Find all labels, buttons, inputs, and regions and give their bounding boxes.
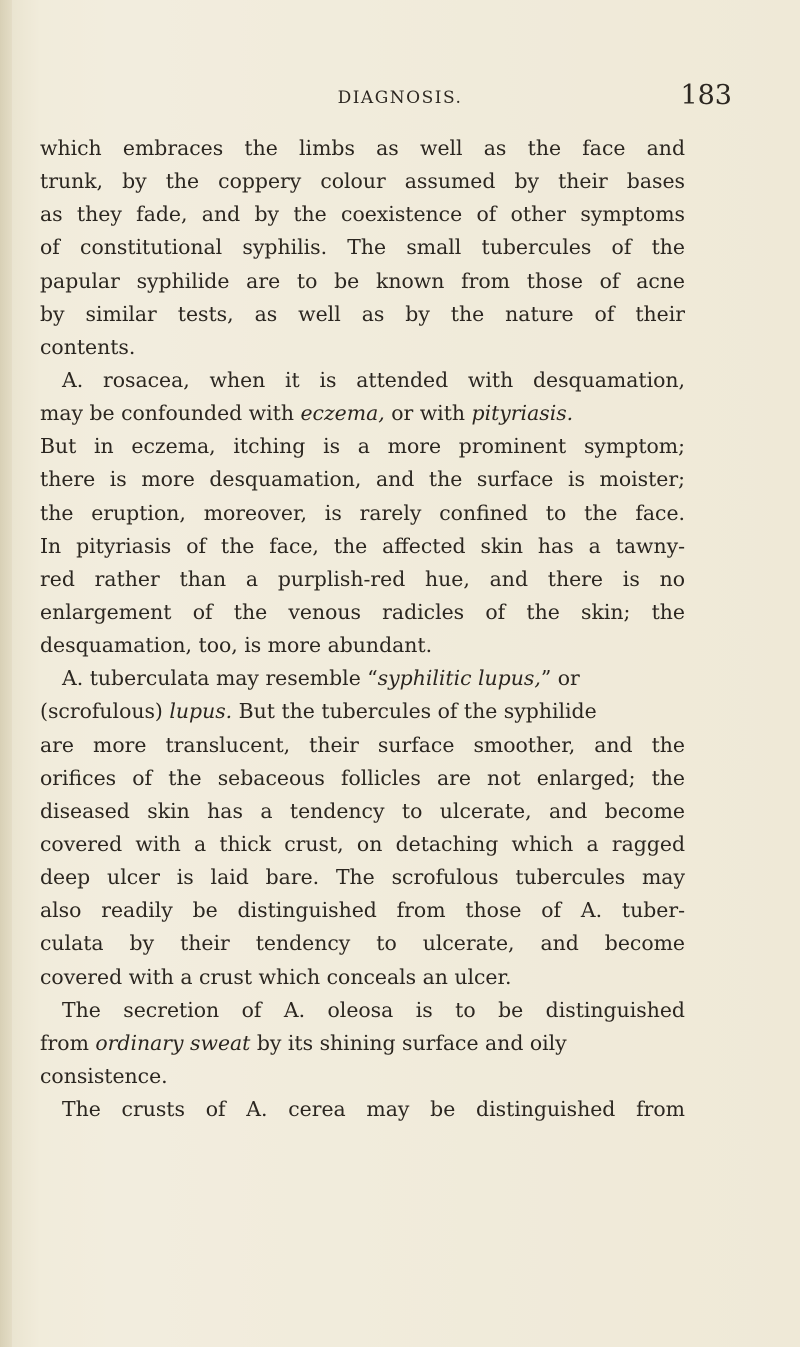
page-gutter xyxy=(0,0,12,1347)
text-line: covered with a thick crust, on detaching which a ragged xyxy=(40,831,685,856)
text-line: A. rosacea, when it is attended with desquamation, xyxy=(62,367,685,392)
text-line: as they fade, and by the coexistence of other symptoms xyxy=(40,202,685,227)
text-line: contents. xyxy=(40,334,136,359)
text-line: (scrofulous) lupus. But the tubercules of the syphilide xyxy=(40,699,597,724)
text-line: desquamation, too, is more abundant. xyxy=(40,633,433,658)
text-line: A. tuberculata may resemble “syphilitic lupus,” or xyxy=(62,666,580,691)
running-head xyxy=(40,80,780,118)
italic-term: lupus. xyxy=(169,699,233,724)
text-line: from ordinary sweat by its shining surface and oily xyxy=(40,1030,567,1055)
text-line: The secretion of A. oleosa is to be distinguished xyxy=(62,997,685,1022)
text-line: deep ulcer is laid bare. The scrofulous tubercules may xyxy=(40,865,685,890)
text-line: papular syphilide are to be known from those of acne xyxy=(40,268,685,293)
text-line: red rather than a purplish-red hue, and there is no xyxy=(40,566,685,591)
page-number: 183 xyxy=(680,80,732,111)
text-line: of constitutional syphilis. The small tubercules of the xyxy=(40,235,685,260)
text-line: also readily be distinguished from those of A. tuber- xyxy=(40,898,685,923)
text-line: covered with a crust which conceals an ulcer. xyxy=(40,964,512,989)
text-line: there is more desquamation, and the surface is moister; xyxy=(40,467,685,492)
text-line: trunk, by the coppery colour assumed by their bases xyxy=(40,169,685,194)
italic-term: ordinary sweat xyxy=(95,1030,251,1055)
text-line: diseased skin has a tendency to ulcerate, and become xyxy=(40,798,685,823)
text-line: The crusts of A. cerea may be distinguished from xyxy=(62,1097,685,1122)
text-line: consistence. xyxy=(40,1063,168,1088)
text-line: may be confounded with eczema, or with pityriasis. xyxy=(40,401,574,426)
italic-term: eczema, xyxy=(300,401,385,426)
text-line: But in eczema, itching is a more prominent symptom; xyxy=(40,434,685,459)
italic-term: pityriasis. xyxy=(471,401,574,426)
text-line: enlargement of the venous radicles of the skin; the xyxy=(40,599,685,624)
body-text xyxy=(40,132,685,1126)
text-line: the eruption, moreover, is rarely confined to the face. xyxy=(40,500,685,525)
text-line: are more translucent, their surface smoother, and the xyxy=(40,732,685,757)
text-line: In pityriasis of the face, the affected skin has a tawny- xyxy=(40,533,685,558)
italic-term: syphilitic lupus, xyxy=(377,666,541,691)
text-line: orifices of the sebaceous follicles are not enlarged; the xyxy=(40,765,685,790)
text-line: culata by their tendency to ulcerate, and become xyxy=(40,931,685,956)
running-head-title: DIAGNOSIS. xyxy=(337,88,463,108)
text-line: by similar tests, as well as by the nature of their xyxy=(40,301,685,326)
text-line: which embraces the limbs as well as the face and xyxy=(40,136,685,160)
